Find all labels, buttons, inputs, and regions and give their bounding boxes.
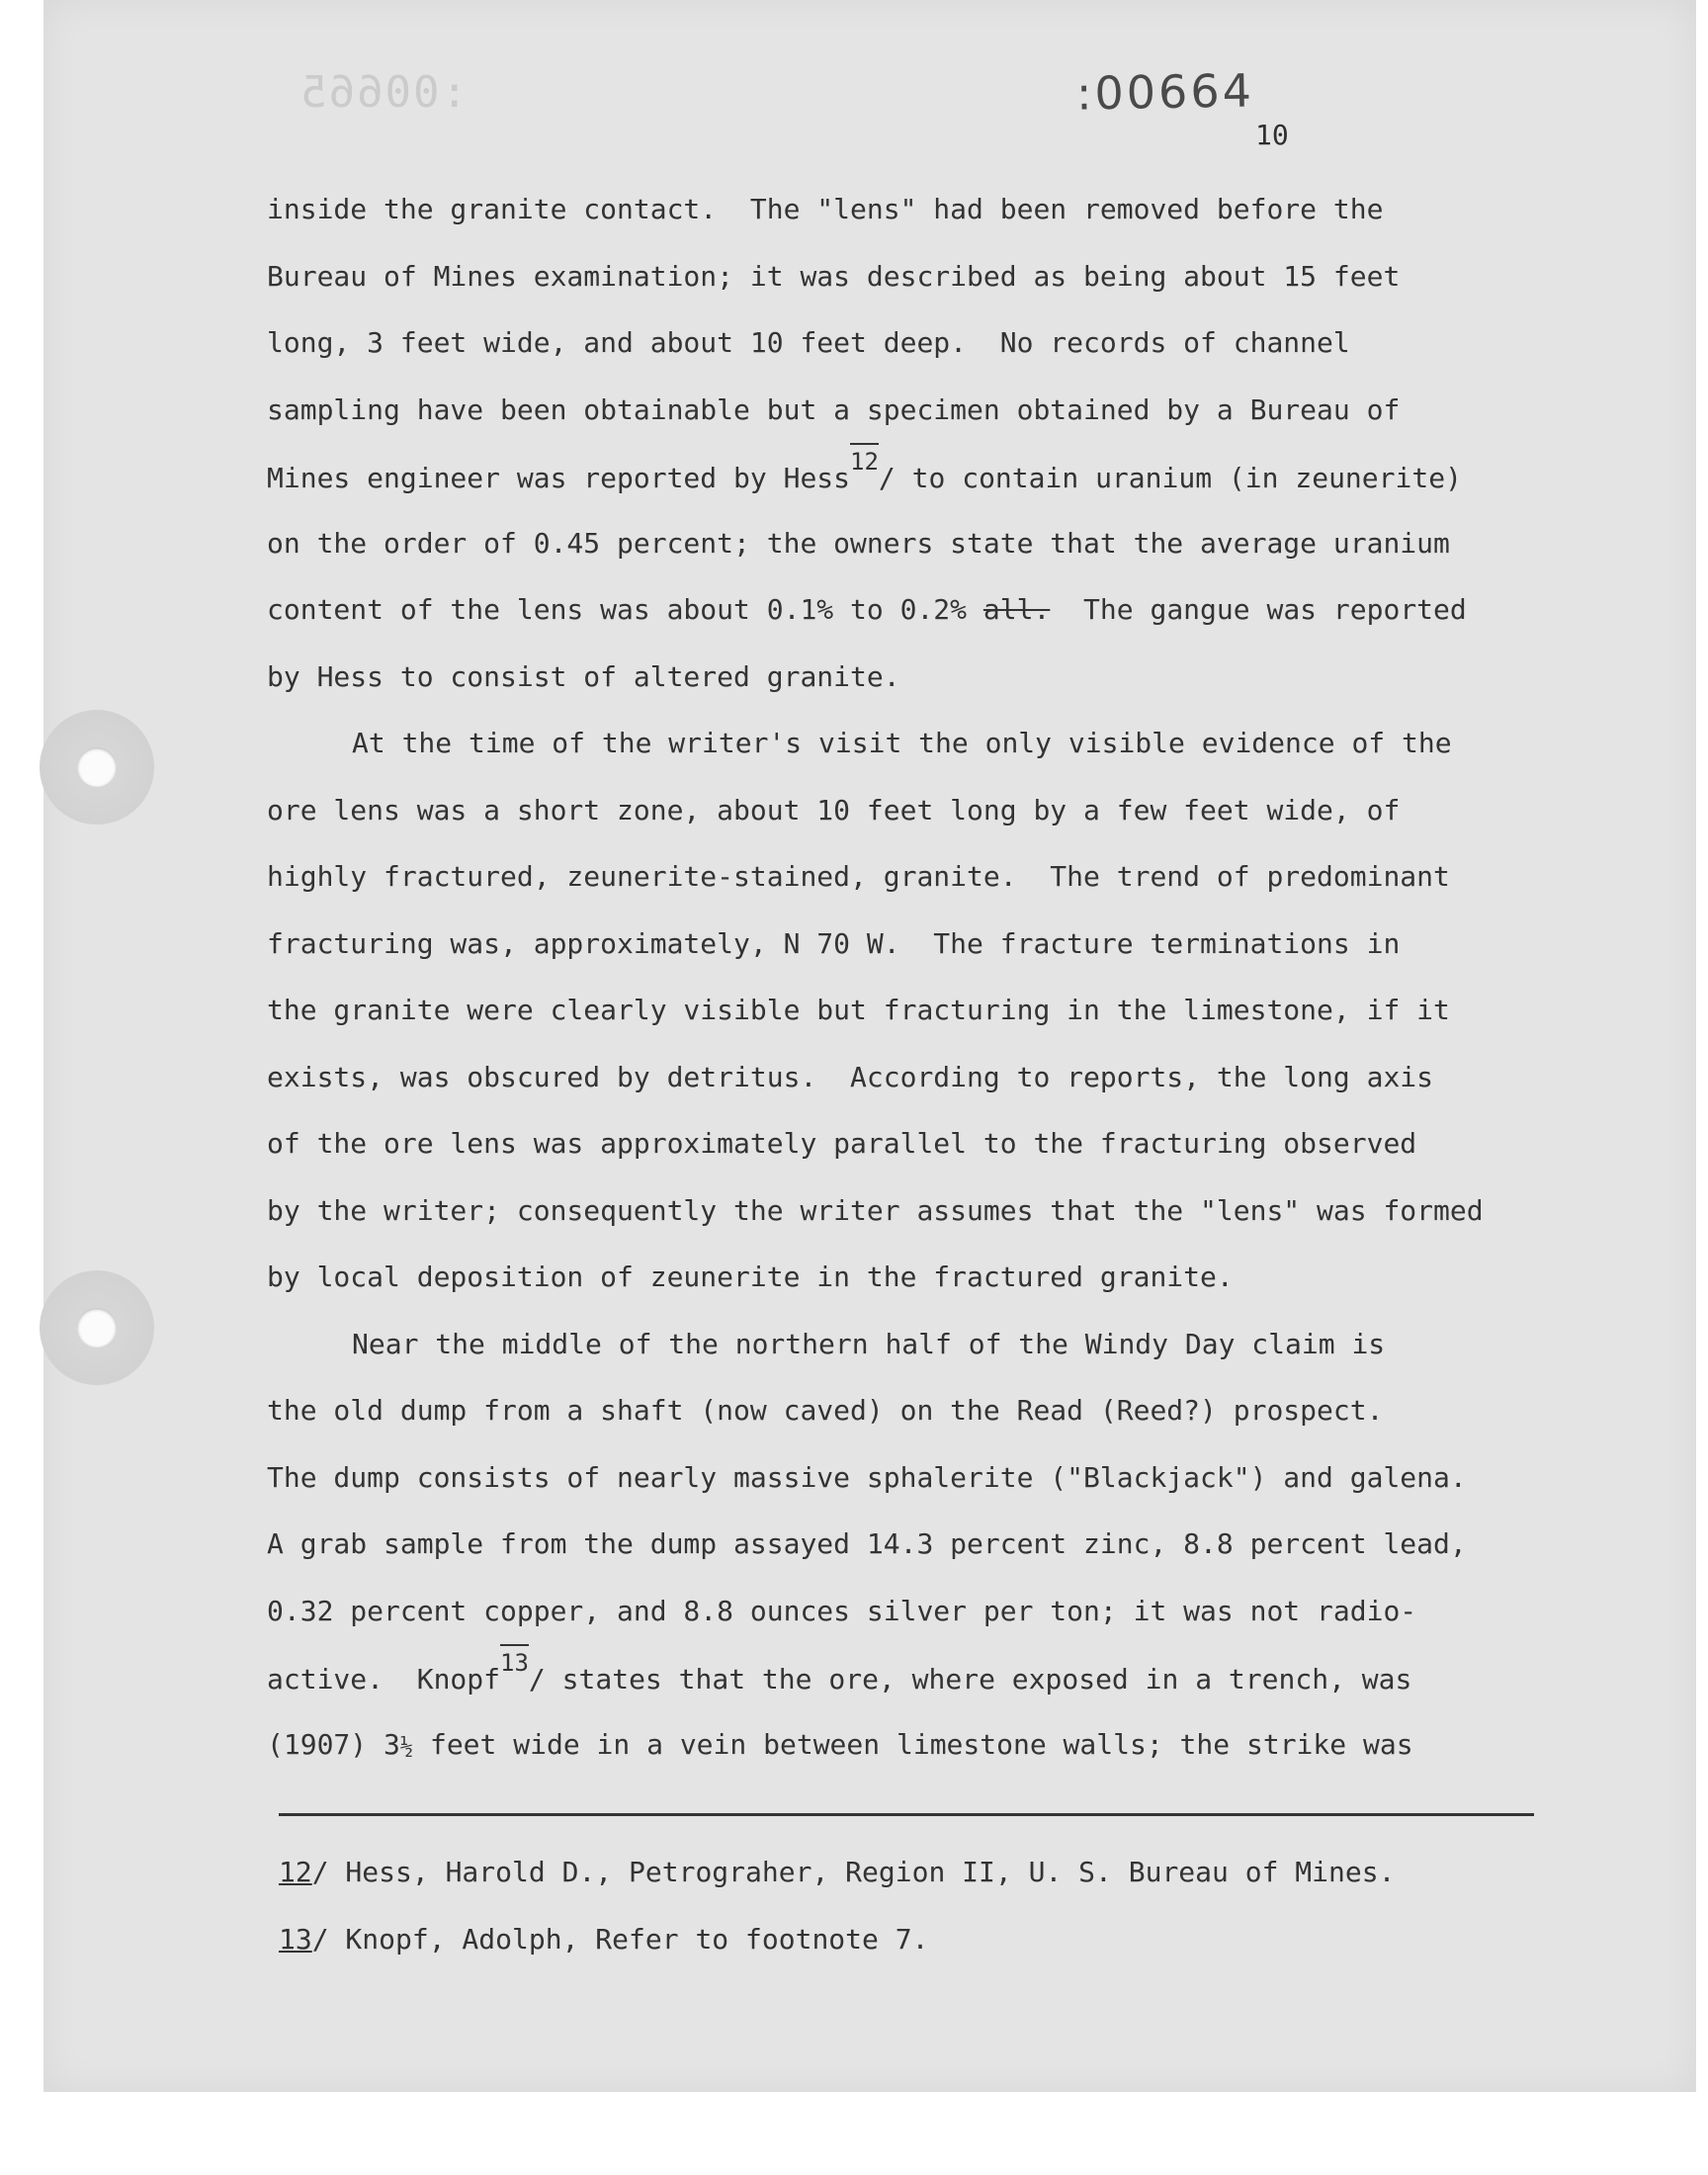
text-line: 0.32 percent copper, and 8.8 ounces silver per ton; it was not radio- xyxy=(267,1594,1417,1627)
struck-text: all. xyxy=(982,593,1051,626)
text-line: on the order of 0.45 percent; the owners state that the average uranium xyxy=(267,526,1450,560)
text-line: exists, was obscured by detritus. According to reports, the long axis xyxy=(267,1060,1434,1093)
text-segment: / to contain uranium (in zeunerite) xyxy=(878,462,1462,494)
text-line: of the ore lens was approximately parallel to the fracturing observed xyxy=(267,1127,1417,1160)
text-line: long, 3 feet wide, and about 10 feet deep. No records of channel xyxy=(267,326,1350,359)
text-line: Bureau of Mines examination; it was described as being about 15 feet xyxy=(267,259,1401,293)
footnote-divider xyxy=(279,1813,1534,1816)
text-segment: Mines engineer was reported by Hess xyxy=(267,462,851,494)
footnote-text: / Knopf, Adolph, Refer to footnote 7. xyxy=(311,1923,929,1956)
text-segment: (1907) 3 xyxy=(267,1727,400,1761)
text-segment: content of the lens was about 0.1% to 0.2% xyxy=(267,593,983,626)
paragraph-start: At the time of the writer's visit the only visible evidence of the xyxy=(352,727,1452,759)
text-line: the old dump from a shaft (now caved) on the Read (Reed?) prospect. xyxy=(267,1394,1384,1427)
footnote-number: 13 xyxy=(279,1923,312,1956)
text-segment: The gangue was reported xyxy=(1050,593,1467,626)
text-line: sampling have been obtainable but a specimen obtained by a Bureau of xyxy=(267,392,1401,426)
text-line: A grab sample from the dump assayed 14.3 percent zinc, 8.8 percent lead, xyxy=(267,1527,1467,1560)
scan-margin xyxy=(0,2092,1708,2175)
footnote-ref-12: 12 xyxy=(850,448,879,476)
punch-hole-icon xyxy=(40,1270,154,1385)
text-segment: / states that the ore, where exposed in a trench, was xyxy=(528,1663,1412,1696)
text-line: inside the granite contact. The "lens" had been removed before the xyxy=(267,193,1384,225)
text-line xyxy=(267,576,1502,644)
text-segment: active. Knopf xyxy=(267,1663,501,1696)
paragraph-start: Near the middle of the northern half of the Windy Day claim is xyxy=(352,1327,1386,1360)
fraction: ½ xyxy=(399,1734,414,1760)
text-line: The dump consists of nearly massive sphalerite ("Blackjack") and galena. xyxy=(267,1460,1467,1494)
body-text xyxy=(267,176,1502,1778)
text-line: ore lens was a short zone, about 10 feet long by a few feet wide, of xyxy=(267,793,1401,826)
text-line xyxy=(267,1644,1502,1711)
footnote-ref-13: 13 xyxy=(500,1649,529,1677)
footnotes xyxy=(279,1839,1524,1973)
text-line xyxy=(267,1711,1502,1779)
footnote-12 xyxy=(279,1839,1524,1906)
text-line: by local deposition of zeunerite in the fractured granite. xyxy=(267,1261,1234,1293)
page-number: 10 xyxy=(1255,119,1289,151)
footnote-text: / Hess, Harold D., Petrograher, Region II, U. S. Bureau of Mines. xyxy=(311,1856,1396,1888)
bleed-through-stamp: :00665 xyxy=(299,67,468,118)
text-segment: feet wide in a vein between limestone walls; the strike was xyxy=(413,1727,1413,1761)
text-line: highly fractured, zeunerite-stained, granite. The trend of predominant xyxy=(267,860,1450,893)
text-line: by the writer; consequently the writer assumes that the "lens" was formed xyxy=(267,1193,1484,1227)
document-number-stamp: :00664 xyxy=(1075,63,1255,121)
footnote-number: 12 xyxy=(279,1856,312,1888)
text-line: the granite were clearly visible but fracturing in the limestone, if it xyxy=(267,994,1450,1026)
text-line: fracturing was, approximately, N 70 W. The fracture terminations in xyxy=(267,926,1401,960)
punch-hole-icon xyxy=(40,710,154,825)
text-line xyxy=(267,443,1502,510)
footnote-13 xyxy=(279,1906,1524,1973)
text-line: by Hess to consist of altered granite. xyxy=(267,659,900,693)
